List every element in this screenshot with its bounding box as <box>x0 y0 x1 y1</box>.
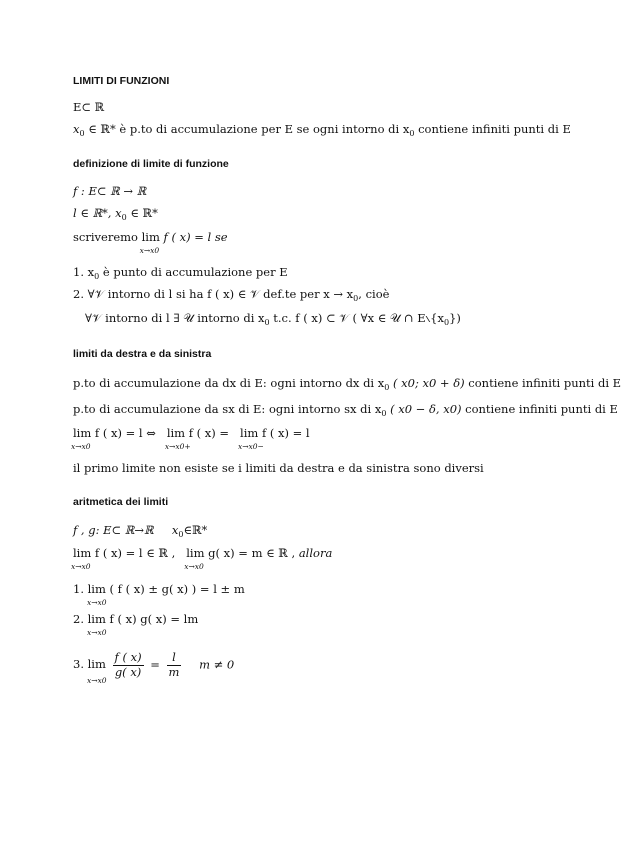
right-accumulation-definition: p.to di accumulazione da dx di E: ogni intorno dx di $x_0$ ( x0; x0 + δ) contiene infiniti punti di E <box>73 376 621 392</box>
limit-notation-line: scriveremo lim x→x0 f ( x) = l se <box>73 230 228 255</box>
l-x0-declaration: l ∈ ℝ*, $x_0$ ∈ ℝ* <box>73 206 158 222</box>
set-declaration: E⊂ ℝ <box>73 100 105 114</box>
lim-two-sided: lim f ( x) = l ⇔ x→x0 <box>71 426 156 451</box>
lim-f: lim f ( x) = l ∈ ℝ , x→x0 <box>71 546 176 571</box>
condition-2: 2. ∀𝒱 intorno di l si ha f ( x) ∈ 𝒱 def.te per $x \to x_0$, cioè <box>73 287 390 303</box>
rule-quotient: 3. lim x→x0 $\frac{f ( x)}{g( x)}$ = $\frac{l}{m}$ m ≠ 0 <box>73 650 235 686</box>
rule-sum: 1. lim ( f ( x) ± g( x) ) = l ± m x→x0 <box>73 582 245 607</box>
lim-operator: lim x→x0 <box>139 230 160 255</box>
side-limits-equivalence <box>71 426 310 451</box>
side-limits-note: il primo limite non esiste se i limiti da destra e da sinistra sono diversi <box>73 461 484 475</box>
condition-2-expanded: ∀𝒱 intorno di l ∃ 𝒰 intorno di $x_0$ t.c. f ( x) ⊂ 𝒱 ( ∀x ∈ 𝒰 ∩ $E∖\{x_0\}$) <box>85 311 461 327</box>
function-declaration: f : E⊂ ℝ → ℝ <box>73 184 147 198</box>
page-title: LIMITI DI FUNZIONI <box>73 75 170 87</box>
left-accumulation-definition: p.to di accumulazione da sx di E: ogni intorno sx di $x_0$ ( x0 − δ, x0) contiene infiniti punti di E <box>73 402 618 418</box>
fraction-lm: $\frac{l}{m}$ <box>168 650 180 679</box>
condition-1: 1. $x_0$ è punto di accumulazione per E <box>73 265 288 281</box>
section-heading-arithmetic: aritmetica dei limiti <box>73 496 169 508</box>
rule-product: 2. lim f ( x) g( x) = lm x→x0 <box>73 612 199 637</box>
x0-var: x <box>73 122 80 136</box>
arithmetic-hypothesis: lim f ( x) = l ∈ ℝ , x→x0 lim g( x) = m ∈ ℝ , x→x0 allora <box>71 546 333 571</box>
section-heading-limit-definition: definizione di limite di funzione <box>73 158 229 170</box>
arithmetic-declaration: f , g: E⊂ ℝ→ℝ $x_0\in ℝ*$ <box>73 523 208 539</box>
lim-left: lim f ( x) = l x→x0− <box>238 426 310 451</box>
lim-right: lim f ( x) = x→x0+ <box>164 426 230 451</box>
definition-end: contiene infiniti punti di E <box>418 122 571 136</box>
definition-text: ∈ ℝ* è p.to di accumulazione per E se ogni intorno di x <box>88 122 410 136</box>
section-heading-side-limits: limiti da destra e da sinistra <box>73 348 212 360</box>
fraction-fg: $\frac{f ( x)}{g( x)}$ <box>114 650 142 679</box>
accumulation-point-definition: $x_0$ ∈ ℝ* è p.to di accumulazione per E se ogni intorno di $x_0$ contiene infiniti punti di E <box>73 122 571 138</box>
lim-g: lim g( x) = m ∈ ℝ , x→x0 <box>184 546 296 571</box>
